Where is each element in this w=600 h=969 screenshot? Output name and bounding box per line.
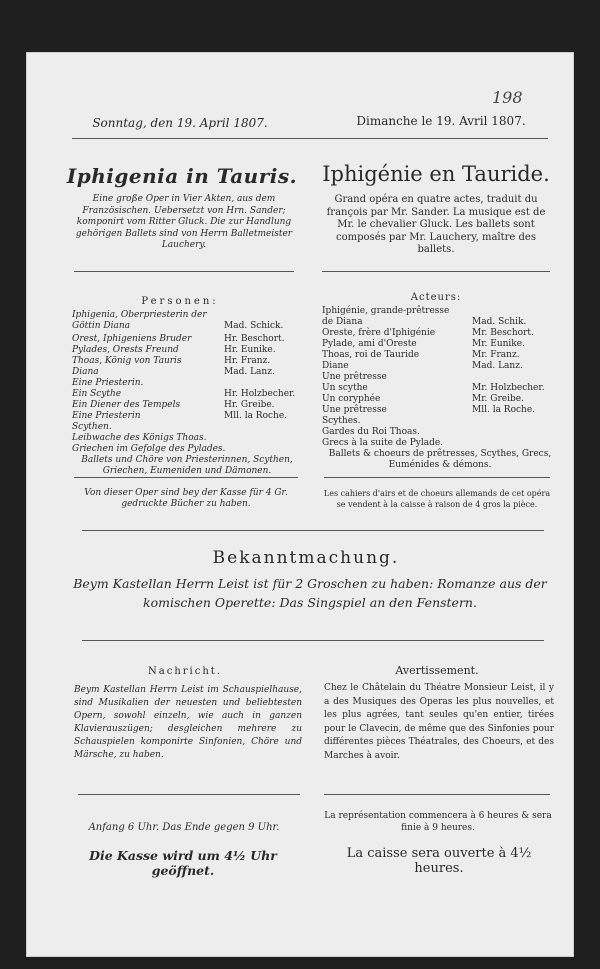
- cast-role-de: Orest, Iphigeniens Bruder: [72, 334, 192, 344]
- cast-row-de: [72, 345, 302, 356]
- cast-row-de: [72, 389, 302, 400]
- cast-row-fr: [322, 383, 558, 394]
- extras-de: Ballets und Chöre von Priesterinnen, Scythen, Griechen, Eumeniden und Dämonen.: [81, 455, 293, 476]
- rule-fr-3: [324, 794, 550, 795]
- cast-role-fr: Iphigénie, grande-prêtresse de Diana: [322, 306, 450, 327]
- cast-role-de: Ein Diener des Tempels: [72, 400, 181, 410]
- cast-role-de: Eine Priesterin: [72, 411, 141, 421]
- description-fr: Grand opéra en quatre actes, traduit du françois par Mr. Sander. La musique est de Mr. le chevalier Gluck. Les ballets sont composés par Mr. Lauchery, maître des ballets.: [326, 194, 546, 255]
- book-note-fr: Les cahiers d'airs et de choeurs allemands de cet opéra se vendent à la caisse à raison de 4 gros la pièce.: [323, 489, 551, 509]
- cast-role-de: Eine Priesterin.: [72, 378, 144, 388]
- cast-row-fr: [322, 405, 558, 416]
- cast-actor-de: Hr. Franz.: [224, 356, 271, 366]
- rule-de-2: [74, 477, 298, 478]
- cast-row-de: [72, 334, 302, 345]
- cast-heading-de: Personen:: [141, 296, 219, 307]
- cast-actor-fr: Mll. la Roche.: [472, 405, 536, 415]
- cast-row-fr: [322, 394, 558, 405]
- description-de: Eine große Oper in Vier Akten, aus dem Französischen. Uebersetzt von Hrn. Sander; komponirt vom Ritter Gluck. Die zur Handlung gehörigen Ballets sind von Herrn Balletmeister Lauchery.: [75, 194, 293, 250]
- cast-actor-fr: Mr. Greibe.: [472, 394, 524, 404]
- date-de: Sonntag, den 19. April 1807.: [92, 116, 268, 130]
- rule-de-1: [74, 271, 294, 272]
- extras-fr: Grecs à la suite de Pylade.: [322, 438, 444, 448]
- cast-actor-de: Hr. Holzbecher.: [224, 389, 296, 399]
- cast-actor-fr: Mad. Schik.: [472, 317, 527, 327]
- cast-row-de: [72, 310, 302, 332]
- cast-actor-de: Hr. Beschort.: [224, 334, 285, 344]
- cast-role-de: Diana: [72, 367, 99, 377]
- cast-row-fr: [322, 350, 558, 361]
- cast-actor-fr: Mr. Beschort.: [472, 328, 534, 338]
- book-note-de: Von dieser Oper sind bey der Kasse für 4 Gr. gedruckte Bücher zu haben.: [84, 488, 288, 509]
- cast-row-de: [72, 367, 302, 378]
- cast-list-de: [72, 310, 302, 500]
- extras-fr: Gardes du Roi Thoas.: [322, 427, 420, 437]
- playbill-page: [26, 52, 574, 957]
- cast-role-fr: Un coryphée: [322, 394, 381, 404]
- cast-role-de: Ein Scythe: [72, 389, 122, 399]
- top-rule: [72, 138, 548, 139]
- box-office-fr: La caisse sera ouverte à 4½ heures.: [346, 846, 532, 876]
- extras-fr: Ballets & choeurs de prêtresses, Scythes, Grecs, Euménides & démons.: [328, 449, 552, 470]
- cast-row-de: [72, 378, 302, 389]
- title-de: Iphigenia in Tauris.: [66, 164, 298, 188]
- cast-row-de: [72, 411, 302, 422]
- cast-role-fr: Un scythe: [322, 383, 368, 393]
- cast-actor-fr: Mr. Eunike.: [472, 339, 525, 349]
- cast-actor-de: Hr. Eunike.: [224, 345, 276, 355]
- notice-heading-fr: Avertissement.: [395, 664, 479, 677]
- cast-actor-de: Mad. Schick.: [224, 321, 284, 331]
- cast-row-fr: [322, 306, 558, 328]
- cast-row-de: [72, 400, 302, 411]
- cast-role-fr: Diane: [322, 361, 349, 371]
- times-fr: La représentation commencera à 6 heures & sera finie à 9 heures.: [324, 811, 552, 833]
- notice-heading-de: Nachricht.: [148, 666, 222, 677]
- date-fr: Dimanche le 19. Avril 1807.: [356, 114, 526, 128]
- cast-actor-de: Hr. Greibe.: [224, 400, 275, 410]
- cast-role-de: Iphigenia, Oberpriesterin der Göttin Diana: [72, 310, 207, 331]
- rule-de-3: [78, 794, 300, 795]
- cast-list-fr: [322, 306, 558, 496]
- title-fr: Iphigénie en Tauride.: [322, 162, 550, 186]
- cast-role-fr: Une prêtresse: [322, 405, 387, 415]
- rule-announcement-bottom: [82, 640, 544, 641]
- cast-row-fr: [322, 328, 558, 339]
- extras-fr: Scythes.: [322, 416, 361, 426]
- rule-fr-2: [324, 477, 550, 478]
- box-office-de: Die Kasse wird um 4½ Uhr geöffnet.: [89, 848, 277, 878]
- extras-de: Leibwache des Königs Thoas.: [72, 433, 207, 443]
- notice-fr: Chez le Châtelain du Théatre Monsieur Leist, il y a des Musiques des Operas les plus nouvelles, et les plus agrées, tant seules qu'en entier, tirées pour le Clavecin, de même que des Sinfonies pour différentes pièces Théatrales, des Choeurs, et des Marches à avoir.: [324, 683, 554, 761]
- cast-actor-fr: Mr. Holzbecher.: [472, 383, 545, 393]
- rule-announcement-top: [82, 530, 544, 531]
- extras-de: Griechen im Gefolge des Pylades.: [72, 444, 226, 454]
- announcement-heading: Bekanntmachung.: [212, 548, 400, 568]
- cast-actor-fr: Mr. Franz.: [472, 350, 520, 360]
- cast-row-fr: [322, 339, 558, 350]
- cast-actor-de: Mll. la Roche.: [224, 411, 288, 421]
- times-de: Anfang 6 Uhr. Das Ende gegen 9 Uhr.: [88, 822, 280, 833]
- cast-role-de: Pylades, Orests Freund: [72, 345, 179, 355]
- cast-row-fr: [322, 372, 558, 383]
- notice-de: Beym Kastellan Herrn Leist im Schauspielhause, sind Musikalien der neuesten und beliebtesten Opern, sowohl einzeln, wie auch in ganzen Klavierauszügen; desgleichen mehrere zu Schauspielen komponirte Sinfonien, Chöre und Märsche, zu haben.: [74, 685, 302, 760]
- rule-fr-1: [322, 271, 550, 272]
- cast-role-fr: Oreste, frère d'Iphigénie: [322, 328, 436, 338]
- cast-actor-fr: Mad. Lanz.: [472, 361, 523, 371]
- cast-heading-fr: Acteurs:: [410, 292, 462, 303]
- cast-role-fr: Une prêtresse: [322, 372, 387, 382]
- cast-actor-de: Mad. Lanz.: [224, 367, 275, 377]
- cast-row-fr: [322, 361, 558, 372]
- page-number: 198: [492, 88, 523, 107]
- cast-role-fr: Pylade, ami d'Oreste: [322, 339, 417, 349]
- extras-de: Scythen.: [72, 422, 112, 432]
- cast-role-fr: Thoas, roi de Tauride: [322, 350, 420, 360]
- cast-role-de: Thoas, König von Tauris: [72, 356, 182, 366]
- cast-row-de: [72, 356, 302, 367]
- announcement-text: Beym Kastellan Herrn Leist ist für 2 Groschen zu haben: Romanze aus der komischen Operette: Das Singspiel an den Fenstern.: [73, 576, 547, 610]
